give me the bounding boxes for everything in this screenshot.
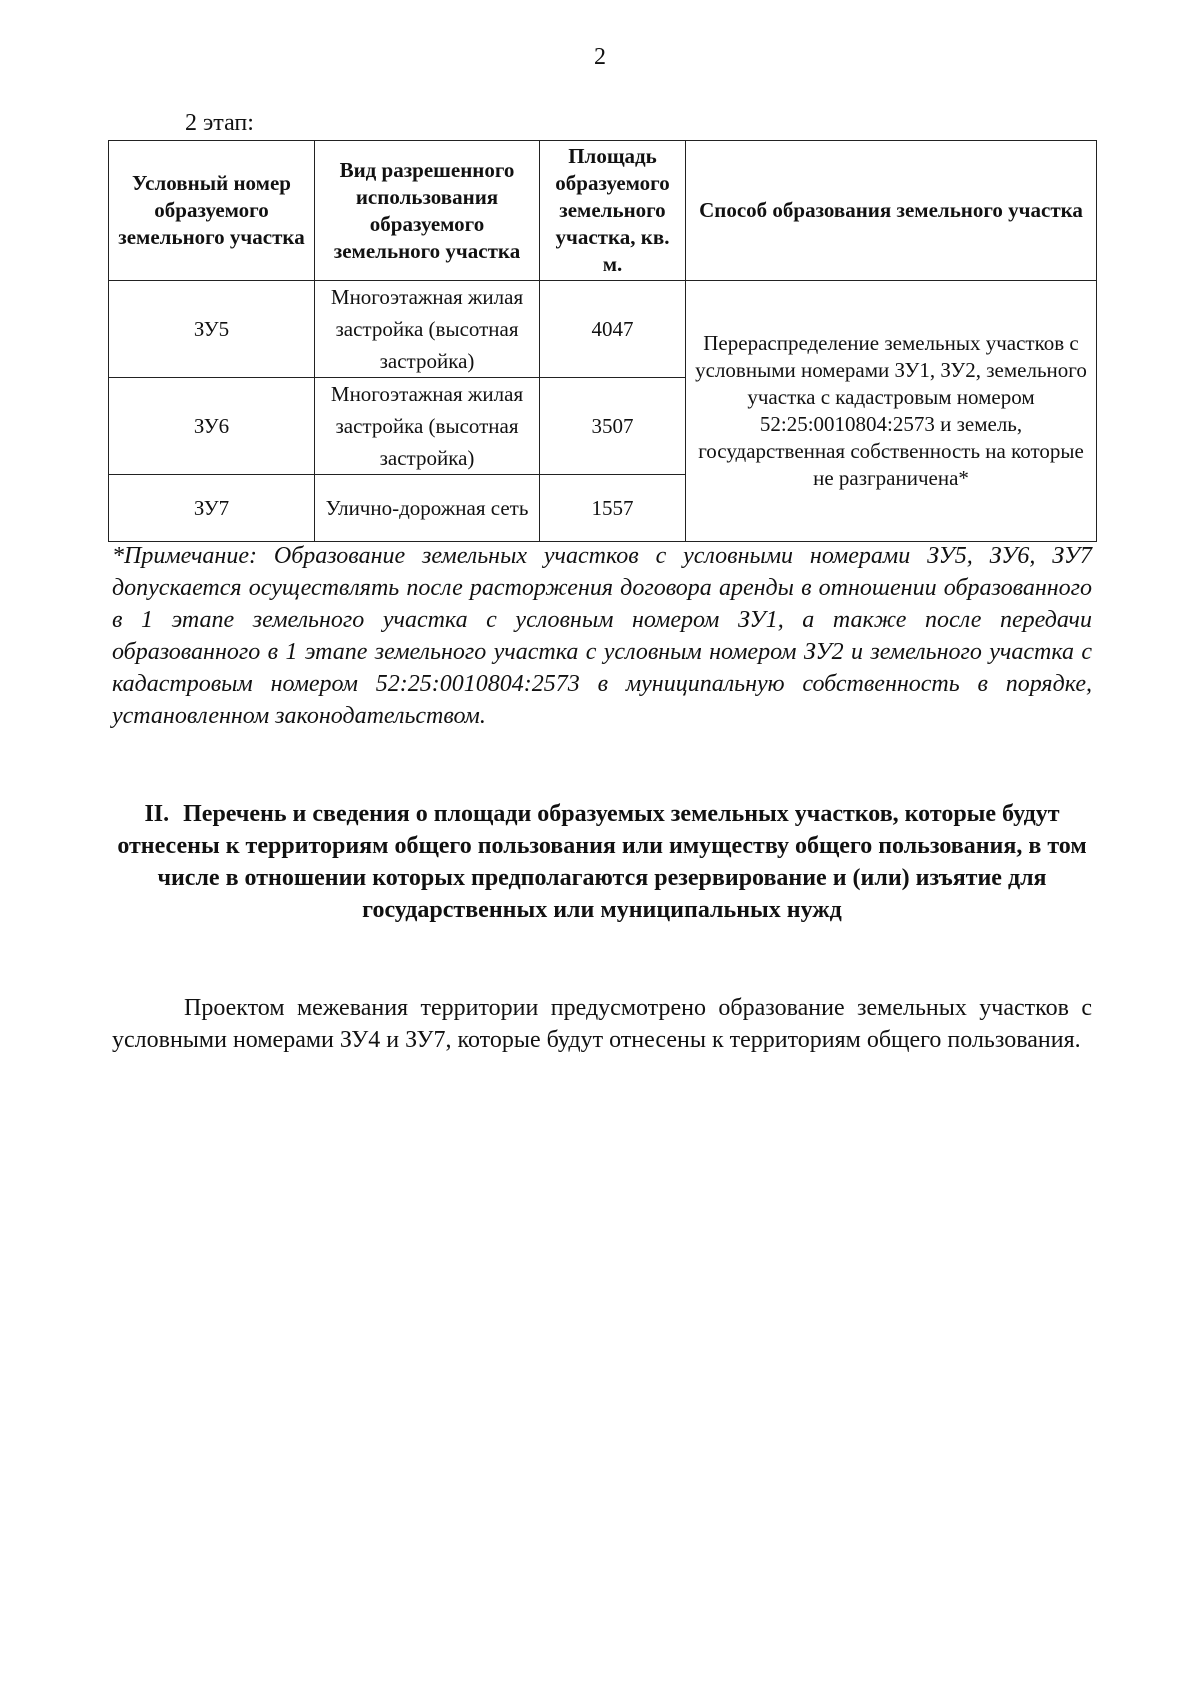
header-plot-number: Условный номер образуемого земельного участка	[109, 141, 315, 281]
cell-plot-number: ЗУ7	[109, 475, 315, 542]
cell-permitted-use: Улично-дорожная сеть	[315, 475, 540, 542]
page-number: 2	[594, 44, 606, 70]
header-permitted-use: Вид разрешенного использования образуемого земельного участка	[315, 141, 540, 281]
cell-plot-number: ЗУ6	[109, 378, 315, 475]
cell-plot-number: ЗУ5	[109, 281, 315, 378]
footnote: *Примечание: Образование земельных участков с условными номерами ЗУ5, ЗУ6, ЗУ7 допускается осуществлять после расторжения договора аренды в отношении образованного в 1 этапе земельного участка с условным номером ЗУ1, а также после передачи образованного в 1 этапе земельного участка с условным номером ЗУ2 и земельного участка с кадастровым номером 52:25:0010804:2573 в муниципальную собственность в порядке, установленном законодательством.	[112, 543, 1092, 729]
section-number: II.	[144, 801, 170, 827]
section-heading	[112, 798, 1092, 926]
section-title: Перечень и сведения о площади образуемых земельных участков, которые будут отнесены к территориям общего пользования или имуществу общего пользования, в том числе в отношении которых предполагаются резервирование и (или) изъятие для государственных или муниципальных нужд	[117, 801, 1087, 923]
land-plots-table	[108, 140, 1097, 542]
body-paragraph: Проектом межевания территории предусмотрено образование земельных участков с условными номерами ЗУ4 и ЗУ7, которые будут отнесены к территориям общего пользования.	[112, 995, 1092, 1053]
header-area: Площадь образуемого земельного участка, кв. м.	[540, 141, 686, 281]
table-header-row	[109, 141, 1097, 281]
header-formation-method: Способ образования земельного участка	[686, 141, 1097, 281]
stage-label: 2 этап:	[185, 110, 254, 136]
cell-area: 4047	[540, 281, 686, 378]
table-row	[109, 281, 1097, 378]
cell-area: 1557	[540, 475, 686, 542]
cell-area: 3507	[540, 378, 686, 475]
cell-permitted-use: Многоэтажная жилая застройка (высотная застройка)	[315, 281, 540, 378]
cell-permitted-use: Многоэтажная жилая застройка (высотная застройка)	[315, 378, 540, 475]
cell-formation-method: Перераспределение земельных участков с условными номерами ЗУ1, ЗУ2, земельного участка с кадастровым номером 52:25:0010804:2573 и земель, государственная собственность на которые не разграничена*	[686, 281, 1097, 542]
